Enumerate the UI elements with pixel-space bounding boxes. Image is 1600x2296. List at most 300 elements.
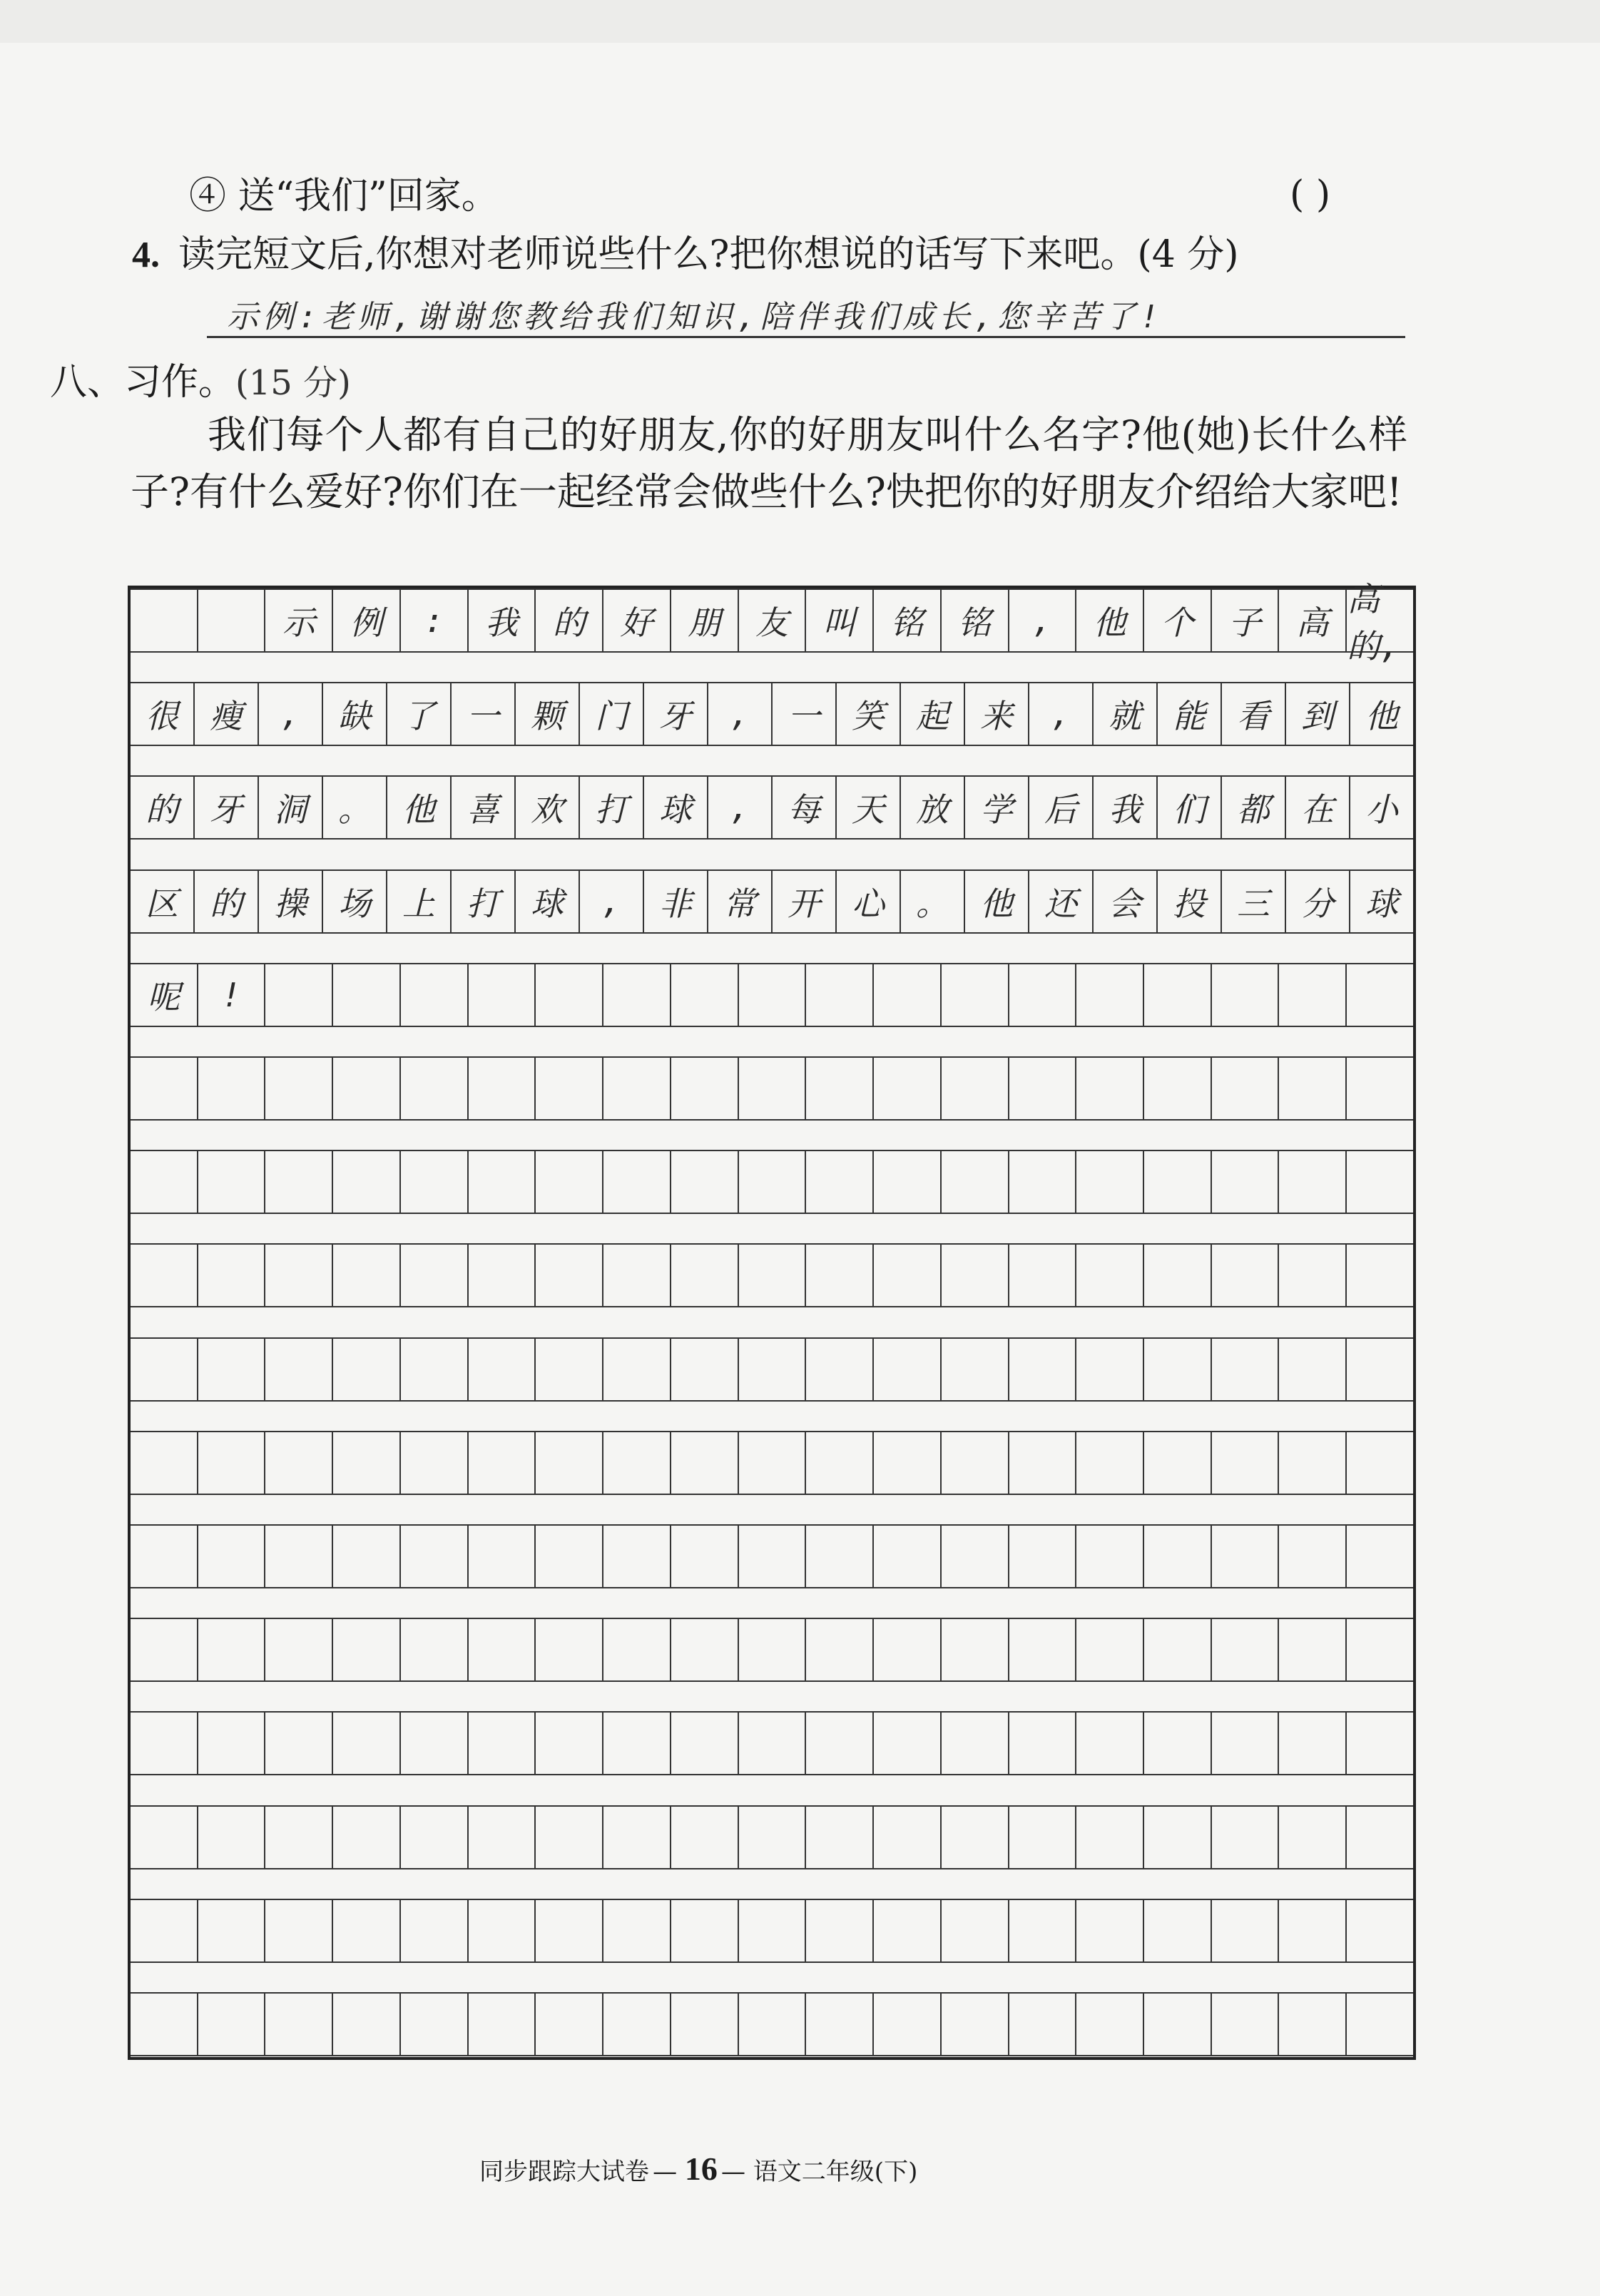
essay-grid-cell[interactable] [1076, 1994, 1144, 2055]
essay-grid-cell[interactable] [401, 1900, 469, 1961]
essay-grid-cell[interactable] [1279, 1807, 1347, 1868]
essay-grid-cell[interactable] [1076, 1151, 1144, 1213]
essay-grid-cell[interactable]: 缺 [323, 683, 387, 745]
essay-grid-cell[interactable] [874, 1807, 942, 1868]
essay-grid-cell[interactable] [536, 964, 603, 1026]
essay-grid-cell[interactable] [198, 1526, 266, 1587]
essay-grid-cell[interactable]: , [1029, 683, 1094, 745]
essay-grid-cell[interactable]: 起 [901, 683, 965, 745]
essay-grid-cell[interactable] [401, 1807, 469, 1868]
essay-grid-cell[interactable] [1347, 1900, 1413, 1961]
essay-grid-cell[interactable] [671, 1058, 739, 1119]
essay-grid-cell[interactable] [1279, 1994, 1347, 2055]
essay-grid-cell[interactable] [874, 1339, 942, 1400]
essay-grid-cell[interactable] [874, 1713, 942, 1774]
essay-grid-cell[interactable] [198, 1151, 266, 1213]
essay-grid-cell[interactable] [1212, 1058, 1280, 1119]
essay-grid-cell[interactable] [265, 1900, 333, 1961]
essay-grid-cell[interactable] [1009, 1619, 1077, 1680]
essay-grid-cell[interactable] [198, 1807, 266, 1868]
essay-grid-cell[interactable] [603, 1339, 671, 1400]
essay-grid-cell[interactable] [198, 1713, 266, 1774]
essay-grid-cell[interactable] [874, 964, 942, 1026]
essay-grid-cell[interactable] [739, 1245, 807, 1306]
essay-grid-cell[interactable] [739, 1619, 807, 1680]
essay-grid-cell[interactable] [1279, 1245, 1347, 1306]
essay-grid-cell[interactable]: 高 [1279, 590, 1347, 651]
essay-grid-cell[interactable] [942, 964, 1009, 1026]
essay-grid-cell[interactable] [198, 1619, 266, 1680]
essay-grid-cell[interactable] [1144, 1619, 1212, 1680]
q4-answer[interactable]: 示例:老师,谢谢您教给我们知识,陪伴我们成长,您辛苦了! [227, 299, 1163, 335]
essay-grid-cell[interactable] [469, 1713, 536, 1774]
essay-grid-cell[interactable]: , [708, 683, 773, 745]
essay-grid-cell[interactable]: 他 [1365, 697, 1398, 736]
essay-grid-cell[interactable]: 看 [1222, 683, 1286, 745]
essay-grid-cell[interactable]: ! [198, 964, 266, 1026]
essay-grid-cell[interactable] [1076, 1339, 1144, 1400]
essay-grid-cell[interactable] [874, 1994, 942, 2055]
essay-grid-cell[interactable] [603, 1994, 671, 2055]
essay-grid-cell[interactable] [198, 1432, 266, 1494]
essay-grid-cell[interactable] [603, 1526, 671, 1587]
essay-grid-cell[interactable] [401, 964, 469, 1026]
essay-grid-cell[interactable] [1347, 1994, 1413, 2055]
essay-grid-cell[interactable] [469, 1526, 536, 1587]
essay-grid-cell[interactable]: 。 [323, 777, 387, 838]
essay-grid-cell[interactable]: 呢 [131, 964, 198, 1026]
essay-grid-cell[interactable]: 球 [1365, 884, 1398, 923]
essay-grid-cell[interactable]: 瘦 [195, 683, 259, 745]
essay-grid-cell[interactable] [739, 1526, 807, 1587]
essay-grid-cell[interactable] [1212, 1151, 1280, 1213]
essay-grid-cell[interactable] [671, 1526, 739, 1587]
essay-grid-cell[interactable] [942, 1807, 1009, 1868]
essay-grid-cell[interactable]: 放 [901, 777, 965, 838]
essay-grid-cell[interactable]: 朋 [671, 590, 739, 651]
essay-grid-cell[interactable] [739, 964, 807, 1026]
essay-grid-cell[interactable] [536, 1994, 603, 2055]
essay-grid-cell[interactable]: 开 [773, 871, 837, 932]
essay-grid-cell[interactable] [131, 1900, 198, 1961]
essay-grid-cell[interactable] [401, 1245, 469, 1306]
essay-grid-cell[interactable]: 们 [1158, 777, 1222, 838]
essay-grid-cell[interactable] [265, 1245, 333, 1306]
essay-grid-cell[interactable] [1144, 1058, 1212, 1119]
essay-grid-cell[interactable] [469, 1619, 536, 1680]
essay-grid-cell[interactable] [469, 1432, 536, 1494]
essay-grid-cell[interactable] [739, 1339, 807, 1400]
essay-grid-cell[interactable] [333, 1807, 401, 1868]
essay-grid-cell[interactable]: 心 [837, 871, 901, 932]
essay-grid-cell[interactable] [469, 964, 536, 1026]
essay-grid-cell[interactable] [1212, 1526, 1280, 1587]
essay-grid-cell[interactable] [1076, 964, 1144, 1026]
essay-grid-cell[interactable] [401, 1339, 469, 1400]
essay-grid-cell[interactable]: 的 [131, 777, 195, 838]
essay-grid-cell[interactable] [1009, 1526, 1077, 1587]
essay-grid-cell[interactable]: : [401, 590, 469, 651]
essay-grid-cell[interactable] [1347, 1339, 1413, 1400]
essay-grid-cell[interactable] [1212, 964, 1280, 1026]
essay-grid-cell[interactable]: 小 [1365, 790, 1398, 830]
essay-grid-cell[interactable] [942, 1245, 1009, 1306]
essay-grid-cell[interactable]: 铭 [942, 590, 1009, 651]
essay-grid-cell[interactable] [671, 1245, 739, 1306]
essay-grid-cell[interactable] [333, 1339, 401, 1400]
essay-grid-cell[interactable] [942, 1339, 1009, 1400]
essay-grid-cell[interactable]: 牙 [195, 777, 259, 838]
essay-grid-cell[interactable]: 他 [965, 871, 1029, 932]
essay-grid-cell[interactable]: 的 [536, 590, 603, 651]
essay-grid-cell[interactable] [131, 1713, 198, 1774]
essay-grid-cell[interactable] [536, 1058, 603, 1119]
essay-grid-cell[interactable] [1009, 1245, 1077, 1306]
essay-grid-cell[interactable] [401, 1994, 469, 2055]
essay-grid-cell[interactable] [739, 1058, 807, 1119]
essay-grid-cell[interactable] [1347, 1432, 1413, 1494]
essay-grid-cell[interactable] [1076, 1058, 1144, 1119]
essay-grid-cell[interactable] [401, 1058, 469, 1119]
essay-grid-cell[interactable]: 非 [644, 871, 708, 932]
essay-grid-cell[interactable]: , [1009, 590, 1077, 651]
essay-grid-cell[interactable]: 我 [1094, 777, 1158, 838]
essay-grid-cell[interactable] [874, 1058, 942, 1119]
essay-grid-cell[interactable] [536, 1713, 603, 1774]
essay-grid-cell[interactable] [265, 1807, 333, 1868]
essay-grid-cell[interactable] [333, 964, 401, 1026]
essay-grid-cell[interactable]: 很 [131, 683, 195, 745]
essay-grid-cell[interactable]: 颗 [516, 683, 580, 745]
essay-grid-cell[interactable] [874, 1151, 942, 1213]
essay-grid-cell[interactable] [265, 1432, 333, 1494]
essay-grid-cell[interactable] [671, 1994, 739, 2055]
essay-grid-cell[interactable] [1279, 1339, 1347, 1400]
essay-grid-cell[interactable] [131, 1245, 198, 1306]
essay-grid-cell[interactable] [942, 1900, 1009, 1961]
essay-grid-cell[interactable] [942, 1432, 1009, 1494]
essay-grid-cell[interactable]: 了 [387, 683, 452, 745]
essay-grid-cell[interactable]: 分 [1286, 871, 1350, 932]
essay-grid-cell[interactable] [671, 1151, 739, 1213]
essay-grid-cell[interactable] [333, 1713, 401, 1774]
essay-grid-cell[interactable] [265, 1526, 333, 1587]
essay-grid-cell[interactable] [536, 1151, 603, 1213]
essay-grid-cell[interactable]: 示 [265, 590, 333, 651]
essay-grid-cell[interactable] [1212, 1994, 1280, 2055]
essay-grid-cell[interactable] [806, 1900, 874, 1961]
essay-grid-cell[interactable] [806, 1807, 874, 1868]
essay-grid-cell[interactable]: 牙 [644, 683, 708, 745]
essay-grid-cell[interactable]: 他 [1076, 590, 1144, 651]
essay-grid-cell[interactable] [265, 1994, 333, 2055]
essay-grid-cell[interactable] [603, 1713, 671, 1774]
essay-grid-cell[interactable] [333, 1994, 401, 2055]
essay-grid-cell[interactable] [1009, 1151, 1077, 1213]
essay-grid-cell[interactable]: 欢 [516, 777, 580, 838]
essay-grid-cell[interactable] [1347, 1245, 1413, 1306]
essay-grid-cell[interactable] [265, 964, 333, 1026]
essay-grid-cell[interactable]: , [580, 871, 644, 932]
essay-grid-cell[interactable] [806, 964, 874, 1026]
essay-grid-cell[interactable] [131, 590, 198, 651]
essay-grid-cell[interactable] [1212, 1807, 1280, 1868]
essay-grid-cell[interactable] [1144, 1713, 1212, 1774]
essay-grid-cell[interactable] [1279, 1713, 1347, 1774]
essay-grid-cell[interactable]: 天 [837, 777, 901, 838]
essay-grid-cell[interactable] [603, 1058, 671, 1119]
essay-grid-cell[interactable] [1144, 1807, 1212, 1868]
essay-grid-cell[interactable] [1347, 1151, 1413, 1213]
essay-grid-cell[interactable] [1009, 1058, 1077, 1119]
essay-grid-cell[interactable] [1347, 1619, 1413, 1680]
essay-grid-cell[interactable] [671, 1807, 739, 1868]
essay-grid-cell[interactable] [671, 1900, 739, 1961]
essay-grid-cell[interactable]: 还 [1029, 871, 1094, 932]
essay-grid-cell[interactable] [874, 1526, 942, 1587]
essay-grid-cell[interactable] [1279, 964, 1347, 1026]
essay-grid-cell[interactable] [1009, 1900, 1077, 1961]
essay-grid-cell[interactable] [333, 1526, 401, 1587]
essay-grid-cell[interactable] [1144, 964, 1212, 1026]
essay-grid-cell[interactable] [739, 1432, 807, 1494]
essay-grid-cell[interactable] [469, 1994, 536, 2055]
essay-grid-cell[interactable]: 洞 [259, 777, 323, 838]
essay-grid-cell[interactable] [469, 1807, 536, 1868]
essay-grid-cell[interactable] [942, 1713, 1009, 1774]
essay-grid-cell[interactable] [401, 1151, 469, 1213]
essay-grid-cell[interactable] [603, 1619, 671, 1680]
essay-grid-cell[interactable] [874, 1432, 942, 1494]
essay-grid-cell[interactable] [806, 1339, 874, 1400]
essay-grid-cell[interactable] [536, 1900, 603, 1961]
essay-grid-cell[interactable] [806, 1713, 874, 1774]
essay-grid-cell[interactable] [603, 1807, 671, 1868]
essay-grid-cell[interactable] [1076, 1245, 1144, 1306]
essay-grid-cell[interactable] [198, 1900, 266, 1961]
essay-grid-cell[interactable] [1144, 1994, 1212, 2055]
essay-grid-cell[interactable] [131, 1619, 198, 1680]
essay-grid-cell[interactable] [806, 1058, 874, 1119]
essay-grid-cell[interactable]: 都 [1222, 777, 1286, 838]
essay-grid-cell[interactable] [265, 1619, 333, 1680]
essay-grid-cell[interactable] [1144, 1151, 1212, 1213]
essay-grid-cell[interactable] [536, 1526, 603, 1587]
essay-grid-cell[interactable] [131, 1807, 198, 1868]
essay-grid-cell[interactable]: 他 [387, 777, 452, 838]
essay-grid-cell[interactable]: 投 [1158, 871, 1222, 932]
essay-grid-cell[interactable]: 喜 [452, 777, 516, 838]
essay-grid-cell[interactable]: 打 [452, 871, 516, 932]
essay-grid-cell[interactable]: 好 [603, 590, 671, 651]
essay-grid-cell[interactable] [806, 1994, 874, 2055]
essay-grid-cell[interactable] [1279, 1058, 1347, 1119]
essay-grid-cell[interactable] [265, 1151, 333, 1213]
essay-grid-cell[interactable] [1212, 1245, 1280, 1306]
essay-grid-cell[interactable] [1076, 1619, 1144, 1680]
essay-grid-cell[interactable] [739, 1713, 807, 1774]
essay-grid-cell[interactable] [401, 1432, 469, 1494]
essay-grid-cell[interactable] [198, 1245, 266, 1306]
essay-grid-cell[interactable]: 操 [259, 871, 323, 932]
essay-grid-cell[interactable] [333, 1151, 401, 1213]
essay-grid-cell[interactable]: 铭 [874, 590, 942, 651]
essay-grid-cell[interactable]: 就 [1094, 683, 1158, 745]
essay-grid-cell[interactable] [536, 1807, 603, 1868]
essay-grid-cell[interactable] [1212, 1713, 1280, 1774]
essay-grid-cell[interactable] [1347, 1526, 1413, 1587]
essay-grid-cell[interactable] [1347, 964, 1413, 1026]
essay-grid-cell[interactable] [333, 1619, 401, 1680]
essay-grid-cell[interactable] [603, 1900, 671, 1961]
essay-grid-cell[interactable] [874, 1619, 942, 1680]
essay-grid-cell[interactable] [333, 1900, 401, 1961]
essay-grid-cell[interactable] [739, 1151, 807, 1213]
essay-grid-cell[interactable] [942, 1151, 1009, 1213]
essay-grid-cell[interactable] [1076, 1713, 1144, 1774]
essay-grid-cell[interactable] [131, 1058, 198, 1119]
essay-grid-cell[interactable] [942, 1619, 1009, 1680]
essay-grid-cell[interactable] [739, 1994, 807, 2055]
essay-grid-cell[interactable] [1144, 1526, 1212, 1587]
essay-grid-cell[interactable] [469, 1151, 536, 1213]
essay-grid-cell[interactable] [1009, 1807, 1077, 1868]
essay-grid-cell[interactable] [1009, 964, 1077, 1026]
essay-grid-cell[interactable] [265, 1339, 333, 1400]
essay-grid-cell[interactable] [806, 1432, 874, 1494]
essay-grid-cell[interactable]: 常 [708, 871, 773, 932]
essay-grid-cell[interactable] [1144, 1900, 1212, 1961]
essay-grid-cell[interactable] [1076, 1526, 1144, 1587]
essay-grid-cell[interactable] [1347, 1058, 1413, 1119]
essay-grid-cell[interactable] [806, 1619, 874, 1680]
essay-grid-cell[interactable] [401, 1619, 469, 1680]
essay-grid-cell[interactable] [1279, 1432, 1347, 1494]
essay-grid-cell[interactable] [671, 1713, 739, 1774]
essay-grid-cell[interactable]: 我 [469, 590, 536, 651]
essay-grid-cell[interactable] [131, 1526, 198, 1587]
essay-grid-cell[interactable] [1347, 1807, 1413, 1868]
essay-grid-cell[interactable] [603, 1245, 671, 1306]
essay-grid-cell[interactable] [1212, 1619, 1280, 1680]
essay-grid-cell[interactable] [1279, 1900, 1347, 1961]
q3-item4-answer-paren[interactable]: ( ) [1290, 173, 1331, 216]
essay-grid-cell[interactable]: , [708, 777, 773, 838]
essay-grid[interactable] [128, 580, 1416, 2060]
essay-grid-cell[interactable] [333, 1245, 401, 1306]
essay-grid-cell[interactable] [1144, 1245, 1212, 1306]
essay-grid-cell[interactable] [1076, 1432, 1144, 1494]
essay-grid-cell[interactable]: 打 [580, 777, 644, 838]
essay-grid-cell[interactable] [806, 1151, 874, 1213]
essay-grid-cell[interactable]: 笑 [837, 683, 901, 745]
essay-grid-cell[interactable]: 场 [323, 871, 387, 932]
essay-grid-cell[interactable] [603, 1432, 671, 1494]
essay-grid-cell[interactable]: 上 [387, 871, 452, 932]
essay-grid-cell[interactable] [536, 1619, 603, 1680]
essay-grid-cell[interactable]: 区 [131, 871, 195, 932]
essay-grid-cell[interactable]: 来 [965, 683, 1029, 745]
essay-grid-cell[interactable] [469, 1900, 536, 1961]
essay-grid-cell[interactable]: 个 [1144, 590, 1212, 651]
essay-grid-cell[interactable] [131, 1432, 198, 1494]
essay-grid-cell[interactable]: 门 [580, 683, 644, 745]
essay-grid-cell[interactable] [806, 1526, 874, 1587]
essay-grid-cell[interactable] [131, 1339, 198, 1400]
essay-grid-cell[interactable]: 后 [1029, 777, 1094, 838]
essay-grid-cell[interactable] [333, 1058, 401, 1119]
essay-grid-cell[interactable] [942, 1058, 1009, 1119]
essay-grid-cell[interactable]: 在 [1286, 777, 1350, 838]
essay-grid-cell[interactable] [1279, 1619, 1347, 1680]
essay-grid-cell[interactable]: 每 [773, 777, 837, 838]
essay-grid-cell[interactable] [536, 1245, 603, 1306]
essay-grid-cell[interactable] [333, 1432, 401, 1494]
essay-grid-cell[interactable] [671, 1619, 739, 1680]
essay-grid-cell[interactable] [603, 1151, 671, 1213]
essay-grid-cell[interactable] [1009, 1432, 1077, 1494]
essay-grid-cell[interactable] [1212, 1339, 1280, 1400]
essay-grid-cell[interactable] [536, 1339, 603, 1400]
essay-grid-cell[interactable] [198, 1994, 266, 2055]
essay-grid-cell[interactable] [469, 1245, 536, 1306]
essay-grid-cell[interactable]: 的 [195, 871, 259, 932]
essay-grid-cell[interactable] [198, 1339, 266, 1400]
essay-grid-cell[interactable]: 友 [739, 590, 807, 651]
essay-grid-cell[interactable]: 学 [965, 777, 1029, 838]
essay-grid-cell[interactable] [671, 964, 739, 1026]
essay-grid-cell[interactable] [1347, 1713, 1413, 1774]
essay-grid-cell[interactable] [671, 1339, 739, 1400]
essay-grid-cell[interactable]: 一 [452, 683, 516, 745]
essay-grid-cell[interactable] [874, 1900, 942, 1961]
essay-grid-cell[interactable] [131, 1151, 198, 1213]
essay-grid-cell[interactable] [1212, 1900, 1280, 1961]
essay-grid-cell[interactable] [1009, 1713, 1077, 1774]
essay-grid-cell[interactable] [265, 1058, 333, 1119]
essay-grid-cell[interactable]: 会 [1094, 871, 1158, 932]
essay-grid-cell[interactable] [469, 1339, 536, 1400]
essay-grid-cell[interactable]: 。 [901, 871, 965, 932]
essay-grid-cell[interactable]: 叫 [806, 590, 874, 651]
essay-grid-cell[interactable] [401, 1713, 469, 1774]
essay-grid-cell[interactable]: 球 [516, 871, 580, 932]
essay-grid-cell[interactable] [874, 1245, 942, 1306]
essay-grid-cell[interactable] [1009, 1994, 1077, 2055]
essay-grid-cell[interactable]: 到 [1286, 683, 1350, 745]
essay-grid-cell[interactable] [1144, 1432, 1212, 1494]
essay-grid-cell[interactable] [1009, 1339, 1077, 1400]
essay-grid-cell[interactable] [1076, 1900, 1144, 1961]
essay-grid-cell[interactable] [401, 1526, 469, 1587]
essay-grid-cell[interactable] [942, 1526, 1009, 1587]
essay-grid-cell[interactable] [739, 1807, 807, 1868]
essay-grid-cell[interactable]: 例 [333, 590, 401, 651]
essay-grid-cell[interactable] [1212, 1432, 1280, 1494]
essay-grid-cell[interactable] [739, 1900, 807, 1961]
essay-grid-cell[interactable] [1279, 1526, 1347, 1587]
essay-grid-cell[interactable] [265, 1713, 333, 1774]
essay-grid-cell[interactable] [131, 1994, 198, 2055]
essay-grid-cell[interactable]: , [259, 683, 323, 745]
essay-grid-cell[interactable] [1076, 1807, 1144, 1868]
essay-grid-cell[interactable] [1279, 1151, 1347, 1213]
essay-grid-cell[interactable]: 能 [1158, 683, 1222, 745]
essay-grid-cell[interactable] [942, 1994, 1009, 2055]
essay-grid-cell[interactable] [198, 1058, 266, 1119]
essay-grid-cell[interactable] [469, 1058, 536, 1119]
essay-grid-cell[interactable] [198, 590, 266, 651]
